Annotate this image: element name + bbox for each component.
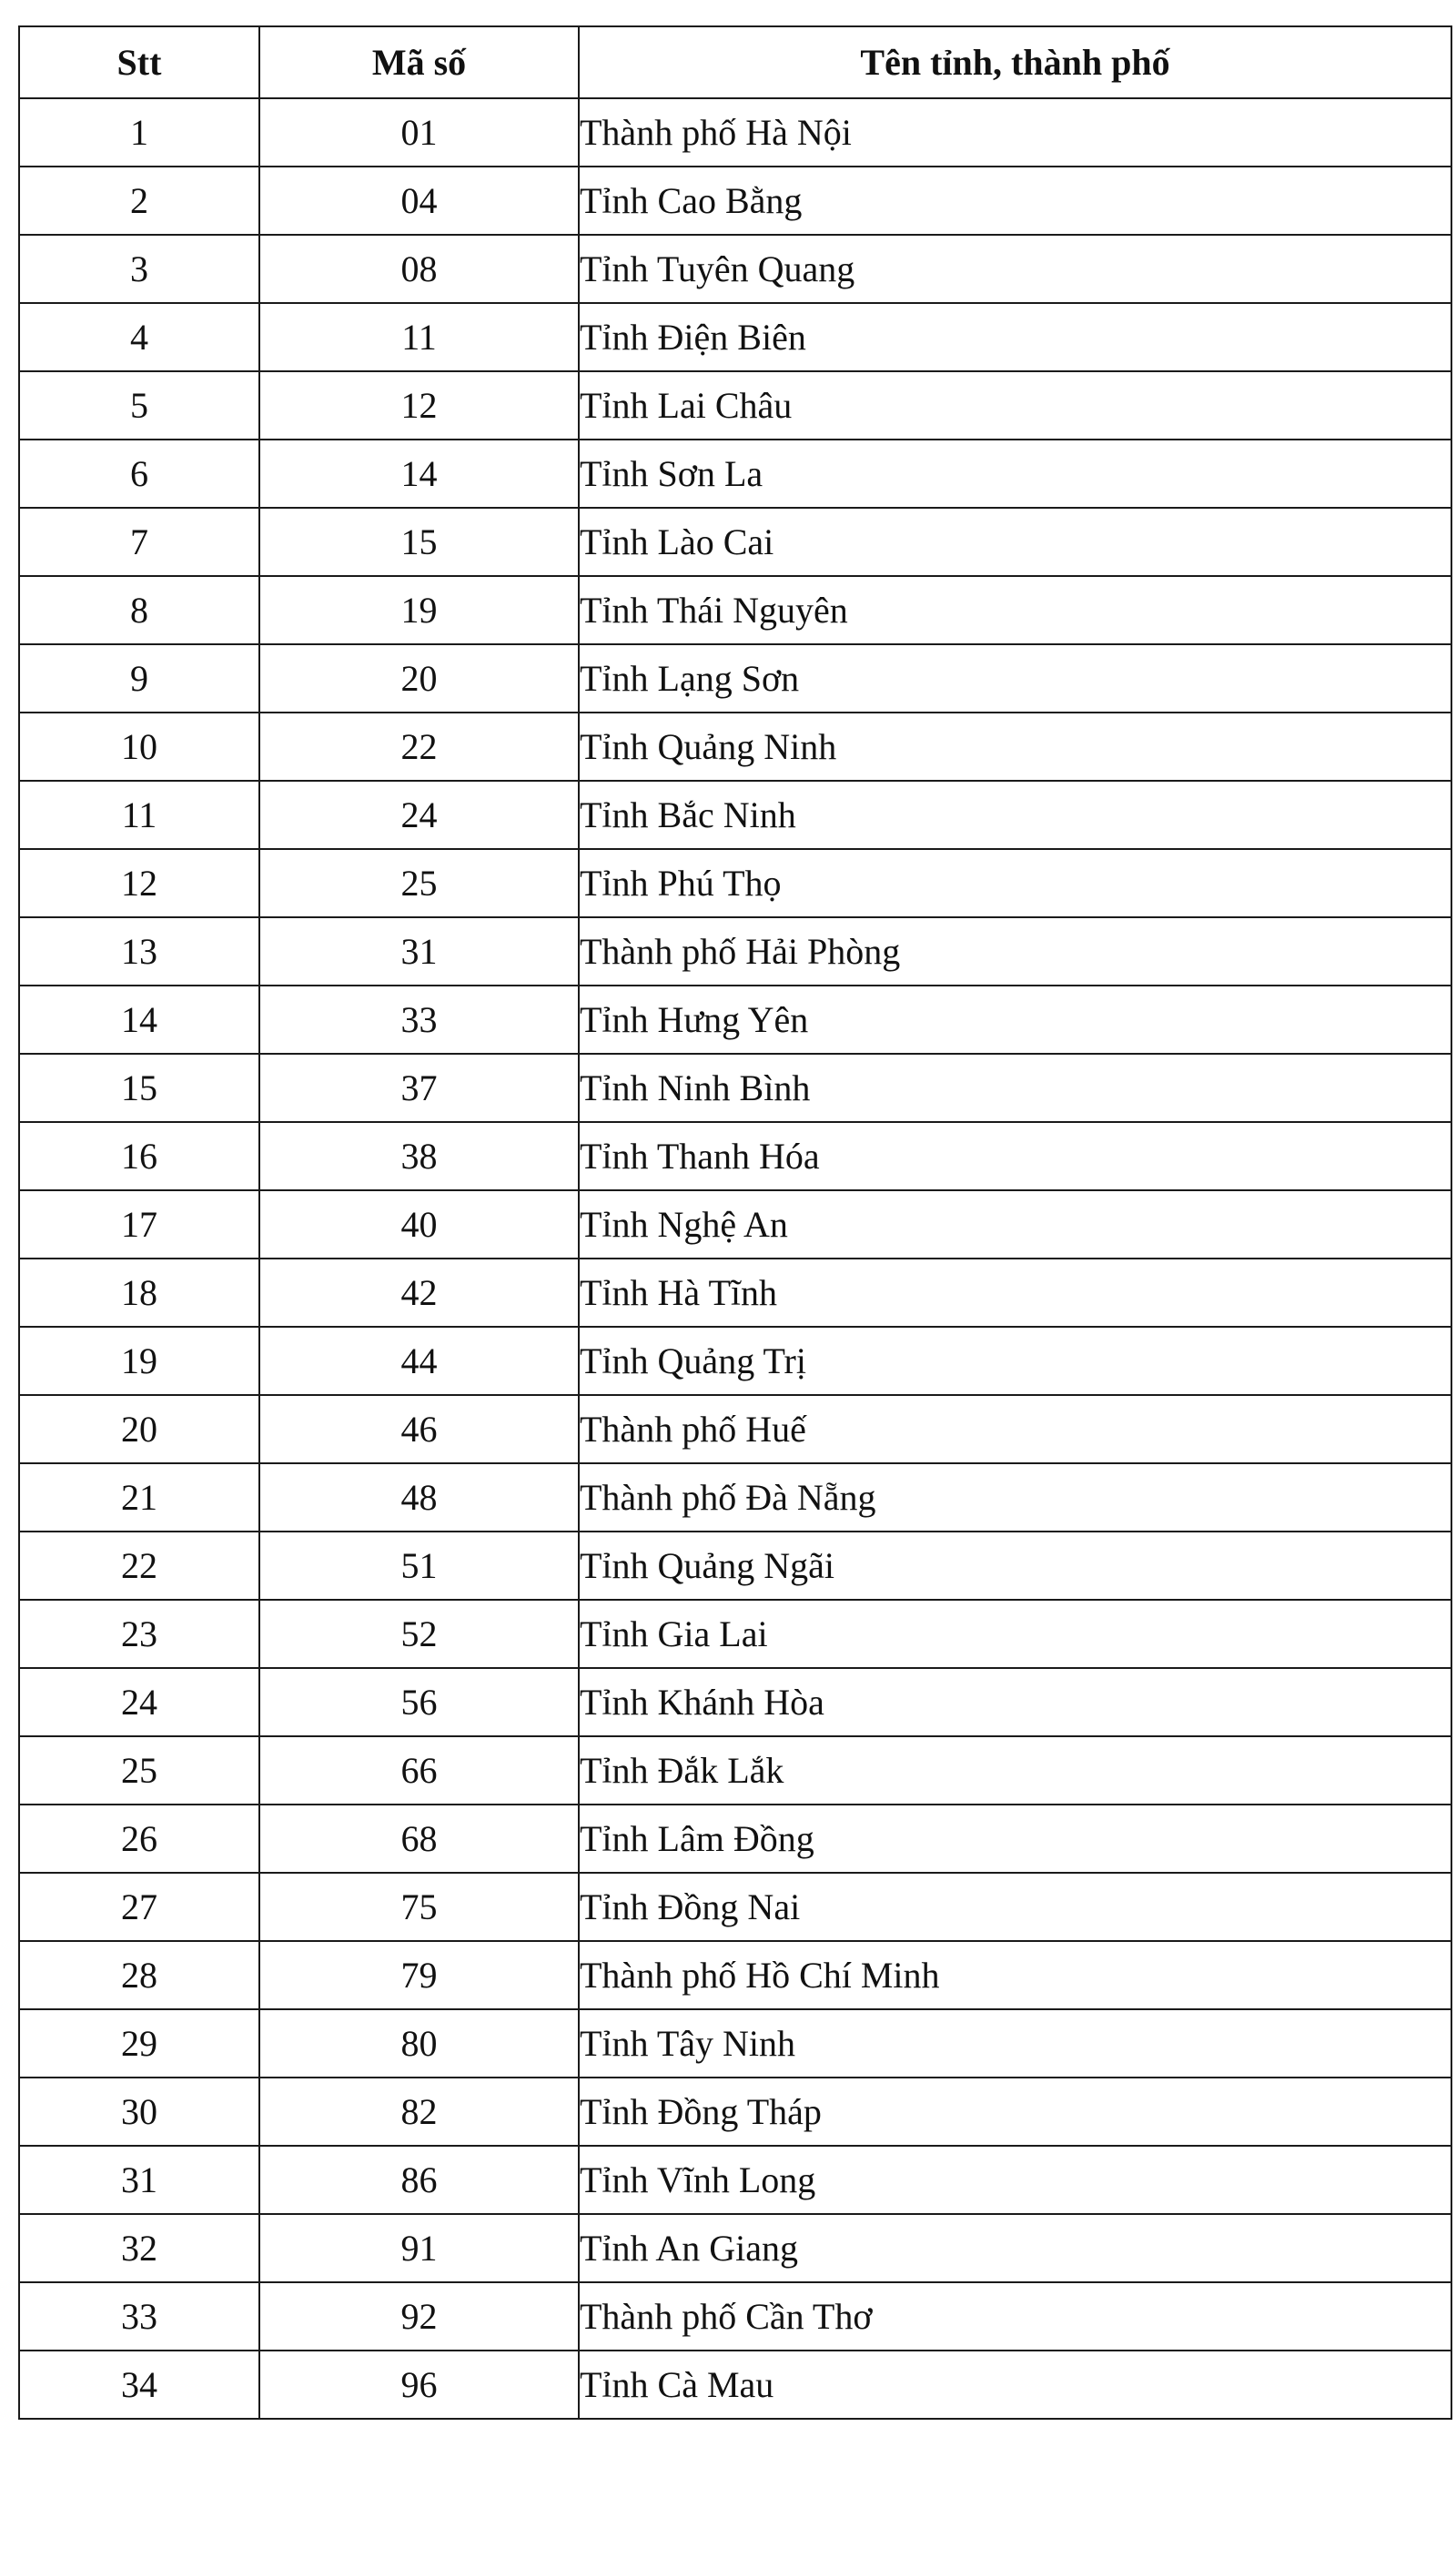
cell-code: 68 — [259, 1805, 579, 1873]
cell-code: 79 — [259, 1941, 579, 2009]
table-row — [19, 1532, 1451, 1600]
table-row — [19, 713, 1451, 781]
table-row — [19, 98, 1451, 167]
cell-name: Tỉnh Nghệ An — [579, 1190, 1451, 1259]
cell-name: Tỉnh Sơn La — [579, 440, 1451, 508]
cell-stt: 25 — [19, 1736, 259, 1805]
cell-name: Tỉnh Khánh Hòa — [579, 1668, 1451, 1736]
cell-name: Tỉnh Thanh Hóa — [579, 1122, 1451, 1190]
table-row — [19, 2146, 1451, 2214]
table-row — [19, 235, 1451, 303]
cell-name: Tỉnh Đắk Lắk — [579, 1736, 1451, 1805]
cell-code: 31 — [259, 917, 579, 986]
table-row — [19, 2078, 1451, 2146]
table-row — [19, 1054, 1451, 1122]
table-row — [19, 1873, 1451, 1941]
cell-name: Tỉnh Quảng Trị — [579, 1327, 1451, 1395]
cell-code: 48 — [259, 1463, 579, 1532]
cell-name: Tỉnh Lào Cai — [579, 508, 1451, 576]
cell-code: 14 — [259, 440, 579, 508]
cell-stt: 28 — [19, 1941, 259, 2009]
cell-stt: 7 — [19, 508, 259, 576]
table-row — [19, 1190, 1451, 1259]
table-row — [19, 1327, 1451, 1395]
table-row — [19, 440, 1451, 508]
table-row — [19, 1395, 1451, 1463]
table-row — [19, 2351, 1451, 2419]
table-row — [19, 1736, 1451, 1805]
cell-name: Tỉnh Lâm Đồng — [579, 1805, 1451, 1873]
cell-name: Tỉnh Cao Bằng — [579, 167, 1451, 235]
table-row — [19, 849, 1451, 917]
header-stt: Stt — [19, 26, 259, 98]
cell-name: Tỉnh Tuyên Quang — [579, 235, 1451, 303]
cell-stt: 20 — [19, 1395, 259, 1463]
cell-stt: 4 — [19, 303, 259, 371]
cell-name: Tỉnh Đồng Tháp — [579, 2078, 1451, 2146]
header-code: Mã số — [259, 26, 579, 98]
table-row — [19, 2214, 1451, 2282]
cell-code: 75 — [259, 1873, 579, 1941]
cell-name: Tỉnh Phú Thọ — [579, 849, 1451, 917]
cell-code: 11 — [259, 303, 579, 371]
cell-code: 66 — [259, 1736, 579, 1805]
cell-name: Thành phố Đà Nẵng — [579, 1463, 1451, 1532]
cell-code: 92 — [259, 2282, 579, 2351]
cell-stt: 8 — [19, 576, 259, 644]
cell-stt: 34 — [19, 2351, 259, 2419]
cell-stt: 2 — [19, 167, 259, 235]
table-row — [19, 576, 1451, 644]
cell-stt: 19 — [19, 1327, 259, 1395]
cell-stt: 21 — [19, 1463, 259, 1532]
table-row — [19, 644, 1451, 713]
cell-stt: 13 — [19, 917, 259, 986]
cell-stt: 31 — [19, 2146, 259, 2214]
table-row — [19, 1600, 1451, 1668]
table-row — [19, 1463, 1451, 1532]
cell-code: 42 — [259, 1259, 579, 1327]
cell-code: 80 — [259, 2009, 579, 2078]
cell-stt: 14 — [19, 986, 259, 1054]
cell-name: Tỉnh Tây Ninh — [579, 2009, 1451, 2078]
cell-name: Thành phố Hồ Chí Minh — [579, 1941, 1451, 2009]
cell-code: 01 — [259, 98, 579, 167]
cell-stt: 33 — [19, 2282, 259, 2351]
cell-code: 37 — [259, 1054, 579, 1122]
cell-stt: 24 — [19, 1668, 259, 1736]
cell-code: 82 — [259, 2078, 579, 2146]
cell-name: Tỉnh Lai Châu — [579, 371, 1451, 440]
table-row — [19, 167, 1451, 235]
table-row — [19, 986, 1451, 1054]
cell-stt: 3 — [19, 235, 259, 303]
cell-stt: 30 — [19, 2078, 259, 2146]
province-code-table — [18, 25, 1452, 2420]
cell-code: 15 — [259, 508, 579, 576]
cell-code: 86 — [259, 2146, 579, 2214]
cell-stt: 27 — [19, 1873, 259, 1941]
cell-name: Thành phố Cần Thơ — [579, 2282, 1451, 2351]
table-row — [19, 1259, 1451, 1327]
cell-name: Tỉnh Đồng Nai — [579, 1873, 1451, 1941]
cell-code: 33 — [259, 986, 579, 1054]
cell-stt: 32 — [19, 2214, 259, 2282]
table-header-row — [19, 26, 1451, 98]
cell-code: 04 — [259, 167, 579, 235]
cell-name: Tỉnh Điện Biên — [579, 303, 1451, 371]
cell-name: Tỉnh Vĩnh Long — [579, 2146, 1451, 2214]
cell-name: Tỉnh An Giang — [579, 2214, 1451, 2282]
table-row — [19, 508, 1451, 576]
table-row — [19, 1668, 1451, 1736]
table-row — [19, 1805, 1451, 1873]
cell-code: 56 — [259, 1668, 579, 1736]
cell-code: 46 — [259, 1395, 579, 1463]
cell-code: 19 — [259, 576, 579, 644]
table-row — [19, 2282, 1451, 2351]
cell-stt: 5 — [19, 371, 259, 440]
cell-code: 20 — [259, 644, 579, 713]
cell-stt: 29 — [19, 2009, 259, 2078]
cell-code: 24 — [259, 781, 579, 849]
cell-name: Tỉnh Ninh Bình — [579, 1054, 1451, 1122]
cell-stt: 11 — [19, 781, 259, 849]
cell-name: Tỉnh Hưng Yên — [579, 986, 1451, 1054]
cell-name: Thành phố Hà Nội — [579, 98, 1451, 167]
table-row — [19, 371, 1451, 440]
cell-name: Tỉnh Lạng Sơn — [579, 644, 1451, 713]
header-name: Tên tỉnh, thành phố — [579, 26, 1451, 98]
cell-code: 91 — [259, 2214, 579, 2282]
cell-stt: 17 — [19, 1190, 259, 1259]
cell-code: 40 — [259, 1190, 579, 1259]
cell-name: Tỉnh Gia Lai — [579, 1600, 1451, 1668]
cell-stt: 10 — [19, 713, 259, 781]
cell-stt: 1 — [19, 98, 259, 167]
cell-stt: 18 — [19, 1259, 259, 1327]
cell-name: Tỉnh Cà Mau — [579, 2351, 1451, 2419]
cell-code: 51 — [259, 1532, 579, 1600]
cell-name: Thành phố Huế — [579, 1395, 1451, 1463]
cell-name: Tỉnh Quảng Ninh — [579, 713, 1451, 781]
cell-code: 25 — [259, 849, 579, 917]
cell-name: Tỉnh Thái Nguyên — [579, 576, 1451, 644]
cell-stt: 9 — [19, 644, 259, 713]
cell-name: Tỉnh Hà Tĩnh — [579, 1259, 1451, 1327]
cell-name: Tỉnh Quảng Ngãi — [579, 1532, 1451, 1600]
cell-stt: 15 — [19, 1054, 259, 1122]
cell-code: 52 — [259, 1600, 579, 1668]
cell-code: 38 — [259, 1122, 579, 1190]
cell-code: 08 — [259, 235, 579, 303]
cell-stt: 26 — [19, 1805, 259, 1873]
cell-name: Tỉnh Bắc Ninh — [579, 781, 1451, 849]
cell-stt: 22 — [19, 1532, 259, 1600]
table-row — [19, 781, 1451, 849]
table-row — [19, 303, 1451, 371]
cell-stt: 12 — [19, 849, 259, 917]
cell-stt: 23 — [19, 1600, 259, 1668]
table-row — [19, 2009, 1451, 2078]
table-body — [19, 98, 1451, 2419]
table-row — [19, 1122, 1451, 1190]
table-row — [19, 917, 1451, 986]
cell-name: Thành phố Hải Phòng — [579, 917, 1451, 986]
cell-stt: 16 — [19, 1122, 259, 1190]
cell-code: 44 — [259, 1327, 579, 1395]
cell-code: 12 — [259, 371, 579, 440]
cell-stt: 6 — [19, 440, 259, 508]
cell-code: 96 — [259, 2351, 579, 2419]
cell-code: 22 — [259, 713, 579, 781]
table-row — [19, 1941, 1451, 2009]
